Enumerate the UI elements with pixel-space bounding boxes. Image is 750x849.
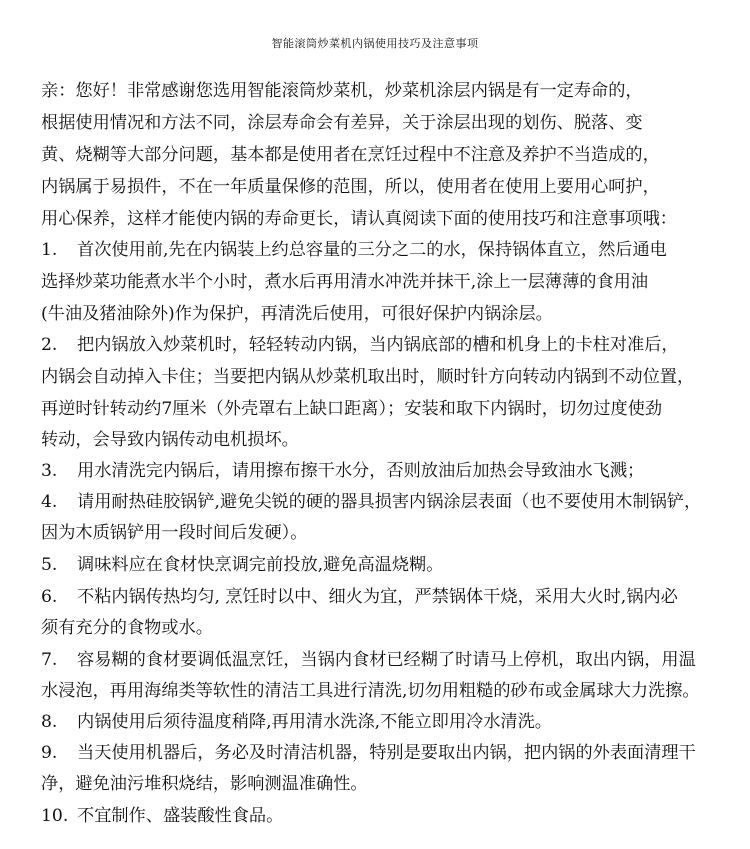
intro-line: 根据使用情况和方法不同，涂层寿命会有差异，关于涂层出现的划伤、脱落、变: [41, 113, 643, 133]
item-number: 6.: [41, 587, 58, 607]
item-text: 因为木质锅铲用一段时间后发硬）。: [41, 523, 308, 543]
item-text: 内锅会自动掉入卡住；当要把内锅从炒菜机取出时，顺时针方向转动内锅到不动位置，: [41, 367, 695, 387]
list-item-1: [41, 238, 667, 262]
item-text: 当天使用机器后，务必及时清洁机器，特别是要取出内锅，把内锅的外表面清理干: [77, 743, 696, 763]
list-item-9: [41, 741, 696, 765]
item-number: 10.: [41, 806, 69, 826]
item-text: 转动，会导致内锅传动电机损坏。: [41, 430, 299, 450]
item-text: 须有充分的食物或水。: [41, 618, 213, 638]
item-text: 请用耐热硅胶锅铲,避免尖锐的硬的器具损害内锅涂层表面（也不要使用木制锅铲，: [77, 492, 702, 512]
list-item-4: [41, 490, 701, 514]
item-number: 2.: [41, 335, 58, 355]
item-text: 把内锅放入炒菜机时，轻轻转动内锅，当内锅底部的槽和机身上的卡柱对准后，: [77, 335, 679, 355]
item-number: 5.: [41, 555, 58, 575]
item-text: 首次使用前,先在内锅装上约总容量的三分之二的水，保持锅体直立，然后通电: [77, 240, 667, 260]
item-text: 用水清洗完内锅后，请用擦布擦干水分，否则放油后加热会导致油水飞溅；: [77, 461, 645, 481]
item-number: 9.: [41, 743, 58, 763]
item-text: (牛油及猪油除外)作为保护，再清洗后使用，可很好保护内锅涂层。: [41, 304, 553, 324]
item-text: 不粘内锅传热均匀, 烹饪时以中、细火为宜，严禁锅体干烧，采用大火时,锅内必: [77, 587, 678, 607]
item-number: 8.: [41, 712, 58, 732]
item-text: 选择炒菜功能煮水半个小时，煮水后再用清水冲洗并抹干,涂上一层薄薄的食用油: [41, 272, 649, 292]
item-number: 4.: [41, 492, 58, 512]
list-item-7: [41, 648, 696, 672]
item-text: 不宜制作、盛装酸性食品。: [77, 806, 284, 826]
list-item-3: [41, 459, 644, 483]
item-text: 再逆时针转动约7厘米（外壳罩右上缺口距离）；安装和取下内锅时，切勿过度使劲: [41, 399, 663, 419]
intro-line: 亲：您好！非常感谢您选用智能滚筒炒菜机，炒菜机涂层内锅是有一定寿命的，: [41, 81, 643, 101]
intro-line: 黄、烧糊等大部分问题，基本都是使用者在烹饪过程中不注意及养护不当造成的，: [41, 145, 660, 165]
list-item-6: [41, 585, 678, 609]
item-number: 7.: [41, 650, 58, 670]
intro-line: 用心保养，这样才能使内锅的寿命更长，请认真阅读下面的使用技巧和注意事项哦：: [41, 209, 677, 229]
list-item-2: [41, 333, 679, 357]
list-item-5: [41, 553, 443, 577]
list-item-10: [41, 804, 283, 828]
item-text: 容易糊的食材要调低温烹饪，当锅内食材已经糊了时请马上停机，取出内锅，用温: [77, 650, 696, 670]
item-text: 调味料应在食材快烹调完前投放,避免高温烧糊。: [77, 555, 444, 575]
item-text: 水浸泡，再用海绵类等软性的清洁工具进行清洗,切勿用粗糙的砂布或金属球大力洗擦。: [41, 681, 700, 701]
item-number: 3.: [41, 461, 58, 481]
list-item-8: [41, 710, 552, 734]
item-number: 1.: [41, 240, 58, 260]
item-text: 净，避免油污堆积烧结，影响测温准确性。: [41, 774, 368, 794]
page-title: 智能滚筒炒菜机内锅使用技巧及注意事项: [271, 37, 479, 50]
item-text: 内锅使用后须待温度稍降,再用清水洗涤,不能立即用冷水清洗。: [77, 712, 552, 732]
intro-line: 内锅属于易损件，不在一年质量保修的范围，所以，使用者在使用上要用心呵护，: [41, 177, 660, 197]
